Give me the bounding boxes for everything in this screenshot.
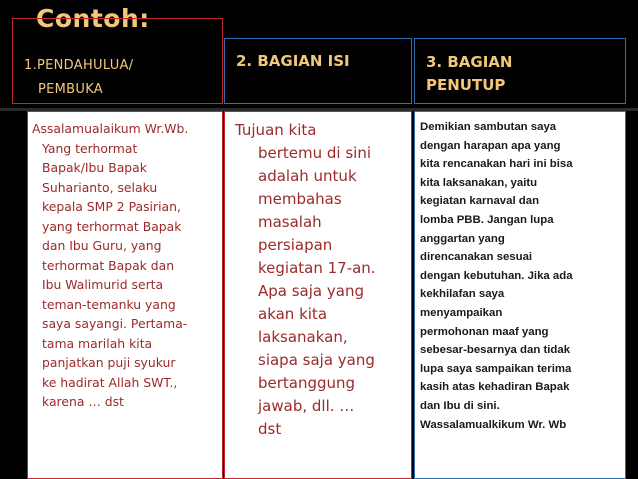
text-line: yang terhormat Bapak [42,218,182,234]
text-line: kegiatan 17-an. [258,259,376,277]
text-line: lomba PBB. Jangan lupa [420,214,554,226]
text-line: kita laksanakan, yaitu [420,176,538,189]
text-line: Assalamualaikum Wr.Wb. [32,121,189,136]
text-line: tama marilah kita [42,335,153,351]
text-line: lupa saya sampaikan terima [420,362,572,375]
text-line: teman-temanku yang [42,296,176,312]
text-line: dan Ibu Guru, yang [42,238,162,253]
text-line: terhormat Bapak dan [42,257,175,273]
text-line: akan kita [258,305,328,323]
header-penutup-line2: PENUTUP [426,76,506,94]
text-line: membahas [258,190,342,208]
text-line: jawab, dll. … [258,397,355,415]
text-line: direncanakan sesuai [420,251,533,264]
text-line: adalah untuk [258,167,357,185]
text-line: persiapan [258,236,333,254]
text-line: kepala SMP 2 Pasirian, [42,199,181,214]
text-line: ke hadirat Allah SWT., [42,374,178,390]
header-pendahuluan-line1: 1.PENDAHULUA/ [24,58,134,73]
text-line: panjatkan puji syukur [42,355,176,370]
text-line: Apa saja yang [258,282,364,300]
text-line: Tujuan kita [235,121,317,139]
text-line: Yang terhormat [42,140,138,156]
text-line: laksanakan, [258,328,348,346]
text-line: Wassalamualkikum Wr. Wb [420,418,567,431]
text-line: dan Ibu di sini. [420,400,500,412]
text-line: kita rencanakan hari ini bisa [420,158,573,171]
column-penutup [414,111,626,479]
text-line: kekhilafan saya [420,288,505,301]
text-line: saya sayangi. Pertama- [42,316,188,331]
header-pendahuluan-line2: PEMBUKA [38,82,103,97]
header-box-isi [224,38,412,104]
text-line: menyampaikan [420,307,503,319]
slide-title: Contoh: [36,4,150,33]
text-line: dst [258,420,282,438]
column-pendahuluan [27,111,223,479]
text-line: kasih atas kehadiran Bapak [420,381,570,394]
text-line: Suharianto, selaku [42,179,158,195]
text-line: bertanggung [258,374,356,392]
column-isi [224,111,412,479]
text-line: Bapak/Ibu Bapak [42,160,147,175]
text-line: Demikian sambutan saya [420,121,557,133]
text-line: siapa saja yang [258,351,375,369]
header-penutup-line1: 3. BAGIAN [426,53,513,71]
text-line: masalah [258,213,322,231]
header-isi: 2. BAGIAN ISI [236,52,350,70]
text-line: kegiatan karnaval dan [420,195,540,208]
text-line: bertemu di sini [258,144,372,162]
text-line: sebesar-besarnya dan tidak [420,344,571,357]
text-line: dengan kebutuhan. Jika ada [420,269,573,282]
text-line: Ibu Walimurid serta [42,277,164,292]
text-line: dengan harapan apa yang [420,139,561,152]
text-line: anggartan yang [420,232,505,245]
header-box-penutup [414,38,626,104]
text-line: permohonan maaf yang [420,325,549,338]
text-line: karena … dst [42,394,124,409]
